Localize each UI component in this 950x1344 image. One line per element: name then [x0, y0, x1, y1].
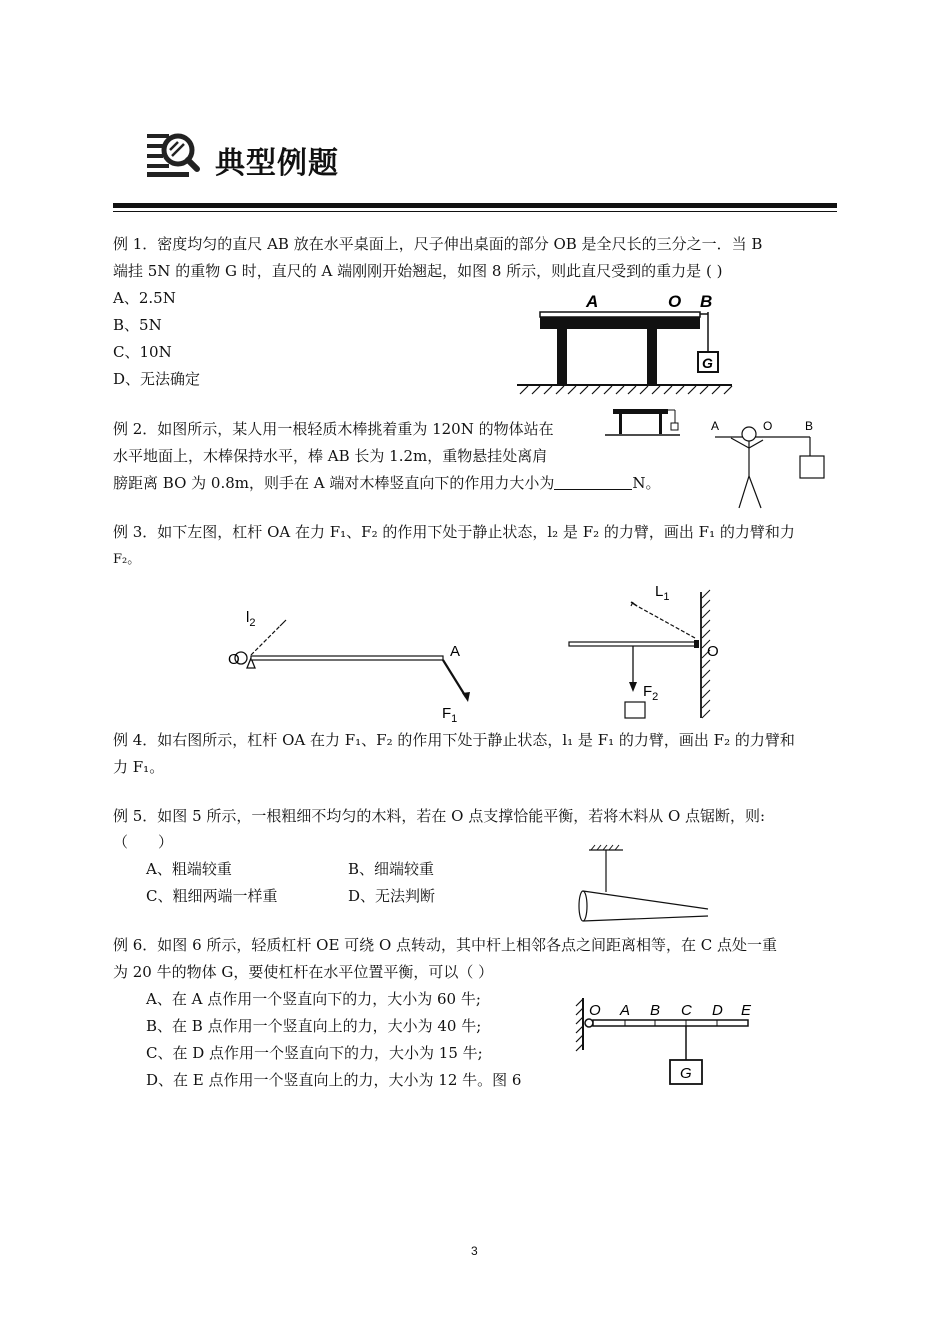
q6-label-a: A [620, 1002, 631, 1019]
q6-option-d: D、在 E 点作用一个竖直向上的力，大小为 12 牛。图 6 [146, 1071, 522, 1089]
q5-figure-tapered-log [575, 842, 715, 927]
q4-line1: 例 4．如右图所示，杠杆 OA 在力 F₁、F₂ 的作用下处于静止状态，l₁ 是 F₁ 的力臂，画出 F₂ 的力臂和 [113, 731, 795, 749]
q2-label-b: B [805, 419, 814, 433]
q6-label-g: G [680, 1065, 692, 1082]
q2-line3 [113, 470, 661, 497]
q1-option-a: A、2.5N [113, 289, 176, 307]
q2-label-a: A [711, 419, 720, 433]
q4-label-l1: $L_1$ [655, 583, 670, 603]
q6-label-o: O [589, 1002, 601, 1019]
q1-option-c: C、10N [113, 343, 172, 361]
q4-figure-right-lever [565, 578, 735, 723]
q1-label-a: A [586, 292, 599, 311]
q6-figure-lever-oe [575, 996, 760, 1091]
q5-line1: 例 5．如图 5 所示，一根粗细不均匀的木料，若在 O 点支撑恰能平衡，若将木料从 O 点锯断，则: [113, 807, 766, 825]
q3-line2: F₂。 [113, 552, 141, 567]
q3-label-l2: $l_2$ [246, 609, 256, 629]
section-header [145, 128, 405, 184]
q5-option-b: B、细端较重 [348, 860, 435, 878]
page-number: 3 [471, 1244, 478, 1258]
q6-label-c: C [681, 1002, 692, 1019]
q1-label-o: O [668, 292, 682, 311]
search-document-icon [145, 128, 203, 180]
q6-option-b: B、在 B 点作用一个竖直向上的力，大小为 40 牛; [146, 1017, 482, 1035]
q1-figure-ruler-on-table [512, 290, 742, 400]
q2-label-o: O [763, 419, 773, 433]
answer-blank[interactable] [554, 471, 632, 490]
q4-line2: 力 F₁。 [113, 758, 165, 776]
q6-label-e: E [741, 1002, 752, 1019]
q1-label-g: G [702, 355, 713, 371]
q6-line2: 为 20 牛的物体 G，要使杠杆在水平位置平衡，可以（ ） [113, 963, 494, 981]
q1-line1: 例 1．密度均匀的直尺 AB 放在水平桌面上，尺子伸出桌面的部分 OB 是全尺长的三分之一．当 B [113, 235, 763, 253]
q2-figure-person-carrying [705, 418, 830, 513]
q3-label-f1: $F_1$ [442, 705, 458, 725]
header-rule-thick [113, 203, 837, 208]
q5-line2: （ ） [113, 833, 174, 851]
q3-figure-left-lever [228, 600, 498, 725]
q2-line3-unit: N。 [632, 474, 661, 492]
q6-label-d: D [712, 1002, 723, 1019]
q2-line2: 水平地面上，木棒保持水平，棒 AB 长为 1.2m，重物悬挂处离肩 [113, 447, 548, 465]
q2-line1: 例 2．如图所示，某人用一根轻质木棒挑着重为 120N 的物体站在 [113, 420, 554, 438]
q6-option-c: C、在 D 点作用一个竖直向下的力，大小为 15 牛; [146, 1044, 483, 1062]
q1-option-d: D、无法确定 [113, 370, 201, 388]
q6-line1: 例 6．如图 6 所示，轻质杠杆 OE 可绕 O 点转动，其中杆上相邻各点之间距离相等，在 C 点处一重 [113, 936, 778, 954]
q4-label-f2: $F_2$ [643, 683, 659, 703]
q1-label-b: B [700, 292, 713, 311]
q3-label-a: A [450, 643, 461, 660]
page-title: 典型例题 [215, 146, 339, 181]
q4-label-o: O [707, 643, 719, 660]
q1-option-b: B、5N [113, 316, 162, 334]
q5-option-a: A、粗端较重 [146, 860, 232, 878]
q2-line3-text: 膀距离 BO 为 0.8m，则手在 A 端对木棒竖直向下的作用力大小为 [113, 474, 555, 492]
q5-option-d: D、无法判断 [348, 887, 436, 905]
q5-option-c: C、粗细两端一样重 [146, 887, 278, 905]
q3-label-o: O [228, 651, 240, 668]
q2-small-table-figure [605, 398, 680, 438]
q6-label-b: B [650, 1002, 661, 1019]
header-rule-thin [113, 211, 837, 212]
q3-line1: 例 3．如下左图，杠杆 OA 在力 F₁、F₂ 的作用下处于静止状态，l₂ 是 F₂ 的力臂，画出 F₁ 的力臂和力 [113, 523, 795, 541]
q1-line2: 端挂 5N 的重物 G 时，直尺的 A 端刚刚开始翘起，如图 8 所示，则此直尺受到的重力是 ( ) [113, 262, 723, 280]
q6-option-a: A、在 A 点作用一个竖直向下的力，大小为 60 牛; [146, 990, 481, 1008]
